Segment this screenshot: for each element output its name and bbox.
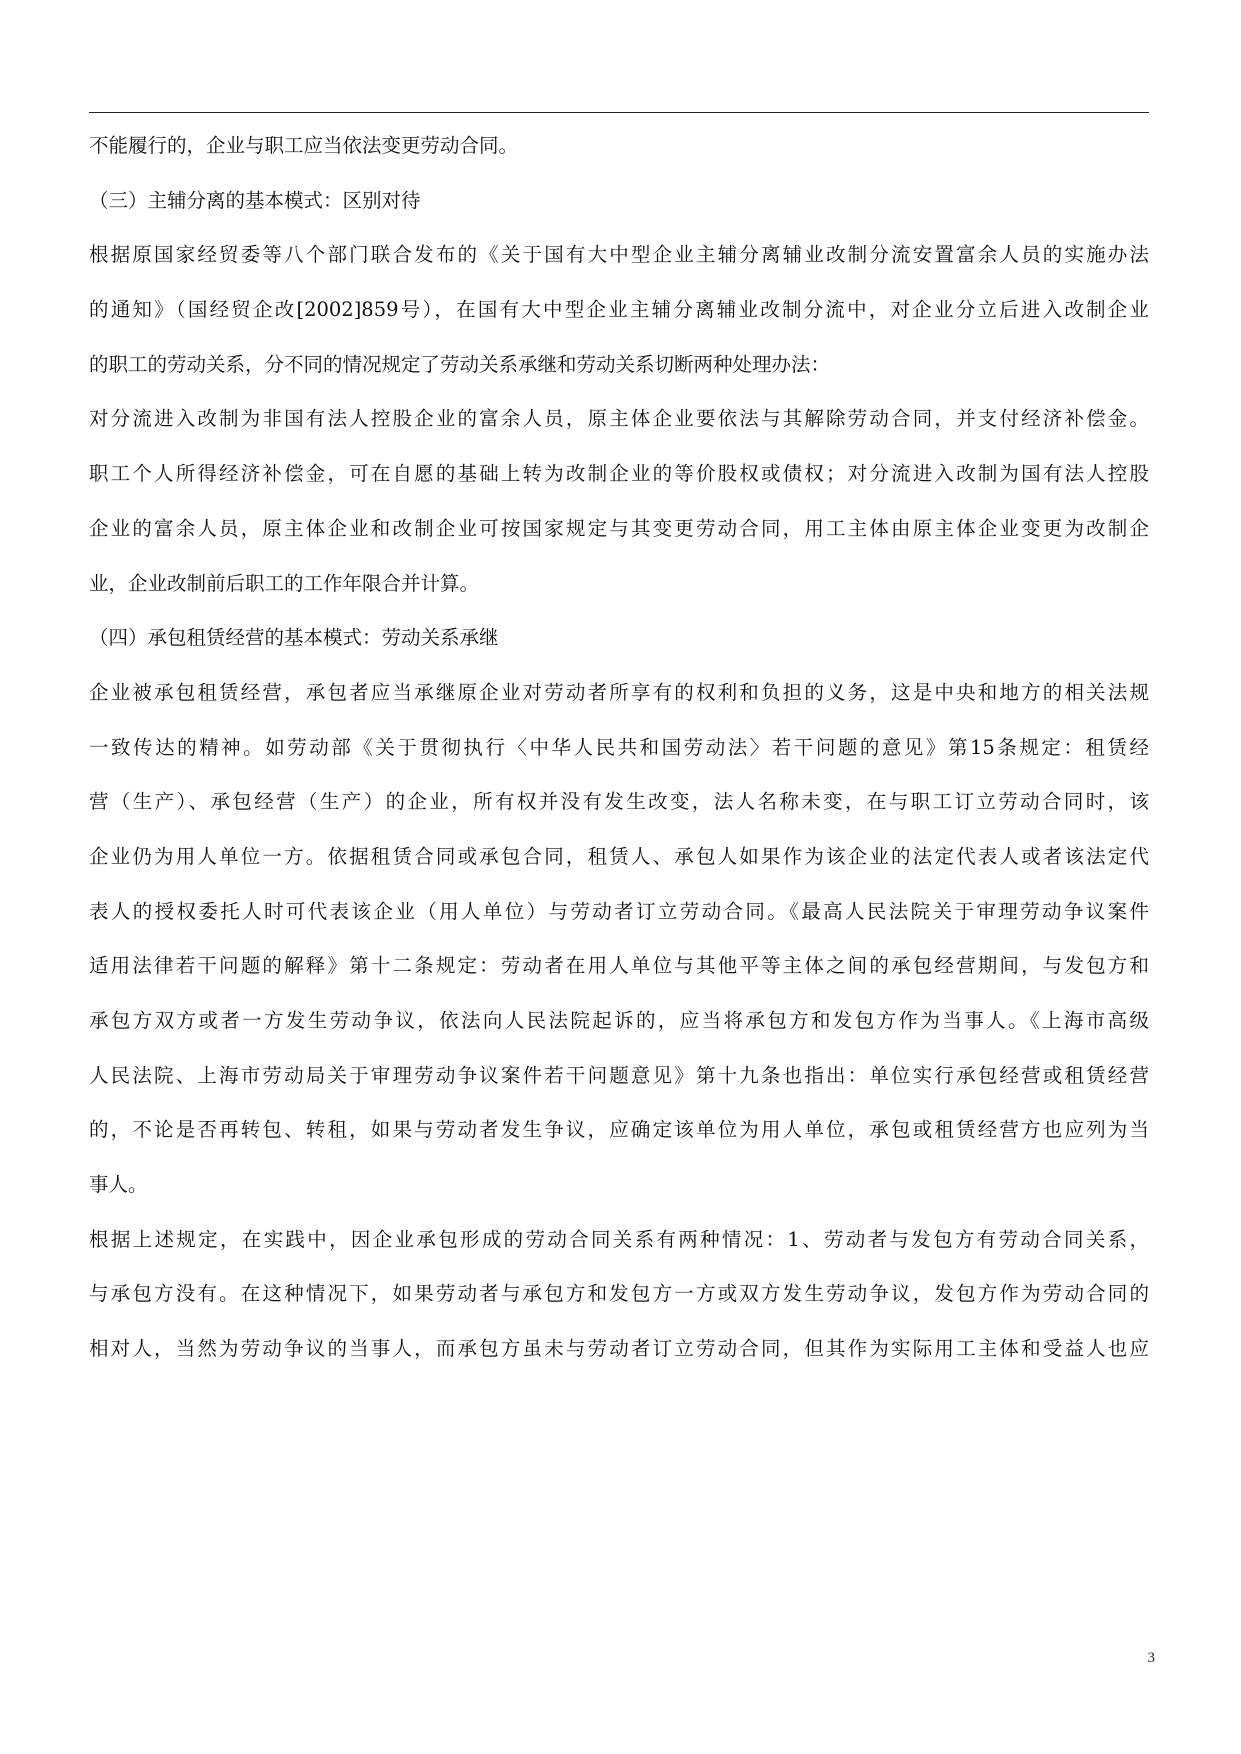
text-line: 与承包方没有。在这种情况下，如果劳动者与承包方和发包方一方或双方发生劳动争议，发包方作为劳动合同的	[89, 1282, 1149, 1306]
text-line: 业，企业改制前后职工的工作年限合并计算。	[89, 571, 480, 595]
header-rule	[89, 112, 1149, 113]
text-line: 适用法律若干问题的解释》第十二条规定：劳动者在用人单位与其他平等主体之间的承包经营期间，与发包方和	[89, 954, 1149, 978]
text-line: 相对人，当然为劳动争议的当事人，而承包方虽未与劳动者订立劳动合同，但其作为实际用工主体和受益人也应	[89, 1337, 1149, 1361]
section-heading-three	[89, 181, 1149, 236]
text-line: 营（生产）、承包经营（生产）的企业，所有权并没有发生改变，法人名称未变，在与职工订立劳动合同时，该	[89, 790, 1149, 814]
text-line: 根据原国家经贸委等八个部门联合发布的《关于国有大中型企业主辅分离辅业改制分流安置富余人员的实施办法	[89, 243, 1149, 267]
paragraph	[89, 235, 1149, 399]
paragraph	[89, 126, 1149, 181]
paragraph	[89, 399, 1149, 618]
text-line: 对分流进入改制为非国有法人控股企业的富余人员，原主体企业要依法与其解除劳动合同，并支付经济补偿金。	[89, 407, 1149, 431]
text-line: 企业仍为用人单位一方。依据租赁合同或承包合同，租赁人、承包人如果作为该企业的法定代表人或者该法定代	[89, 844, 1149, 868]
paragraph	[89, 1220, 1149, 1384]
text-line: 的，不论是否再转包、转租，如果与劳动者发生争议，应确定该单位为用人单位，承包或租赁经营方也应列为当	[89, 1118, 1149, 1142]
text-line: 表人的授权委托人时可代表该企业（用人单位）与劳动者订立劳动合同。《最高人民法院关于审理劳动争议案件	[89, 899, 1149, 923]
text-line: 企业的富余人员，原主体企业和改制企业可按国家规定与其变更劳动合同，用工主体由原主体企业变更为改制企	[89, 516, 1149, 540]
text-line: 不能履行的，企业与职工应当依法变更劳动合同。	[89, 134, 519, 157]
text-line: 承包方双方或者一方发生劳动争议，依法向人民法院起诉的，应当将承包方和发包方作为当事人。《上海市高级	[89, 1009, 1149, 1032]
text-line: 一致传达的精神。如劳动部《关于贯彻执行〈中华人民共和国劳动法〉若干问题的意见》第15条规定：租赁经	[89, 735, 1149, 759]
document-body	[89, 126, 1149, 1384]
text-line: 企业被承包租赁经营，承包者应当承继原企业对劳动者所享有的权利和负担的义务，这是中央和地方的相关法规	[89, 680, 1149, 704]
text-line: 职工个人所得经济补偿金，可在自愿的基础上转为改制企业的等价股权或债权；对分流进入改制为国有法人控股	[89, 462, 1149, 486]
section-heading-four	[89, 618, 1149, 673]
text-line: 事人。	[89, 1173, 148, 1197]
paragraph	[89, 673, 1149, 1220]
text-line: 人民法院、上海市劳动局关于审理劳动争议案件若干问题意见》第十九条也指出：单位实行承包经营或租赁经营	[89, 1063, 1149, 1087]
text-line: 根据上述规定，在实践中，因企业承包形成的劳动合同关系有两种情况：1、劳动者与发包方有劳动合同关系，	[89, 1227, 1149, 1251]
text-line: 的职工的劳动关系，分不同的情况规定了劳动关系承继和劳动关系切断两种处理办法：	[89, 352, 831, 376]
text-line: （四）承包租赁经营的基本模式：劳动关系承继	[89, 626, 499, 650]
page-number: 3	[1147, 1650, 1155, 1666]
text-line: （三）主辅分离的基本模式：区别对待	[89, 188, 421, 212]
text-line: 的通知》（国经贸企改[2002]859号），在国有大中型企业主辅分离辅业改制分流中，对企业分立后进入改制企业	[89, 298, 1149, 322]
